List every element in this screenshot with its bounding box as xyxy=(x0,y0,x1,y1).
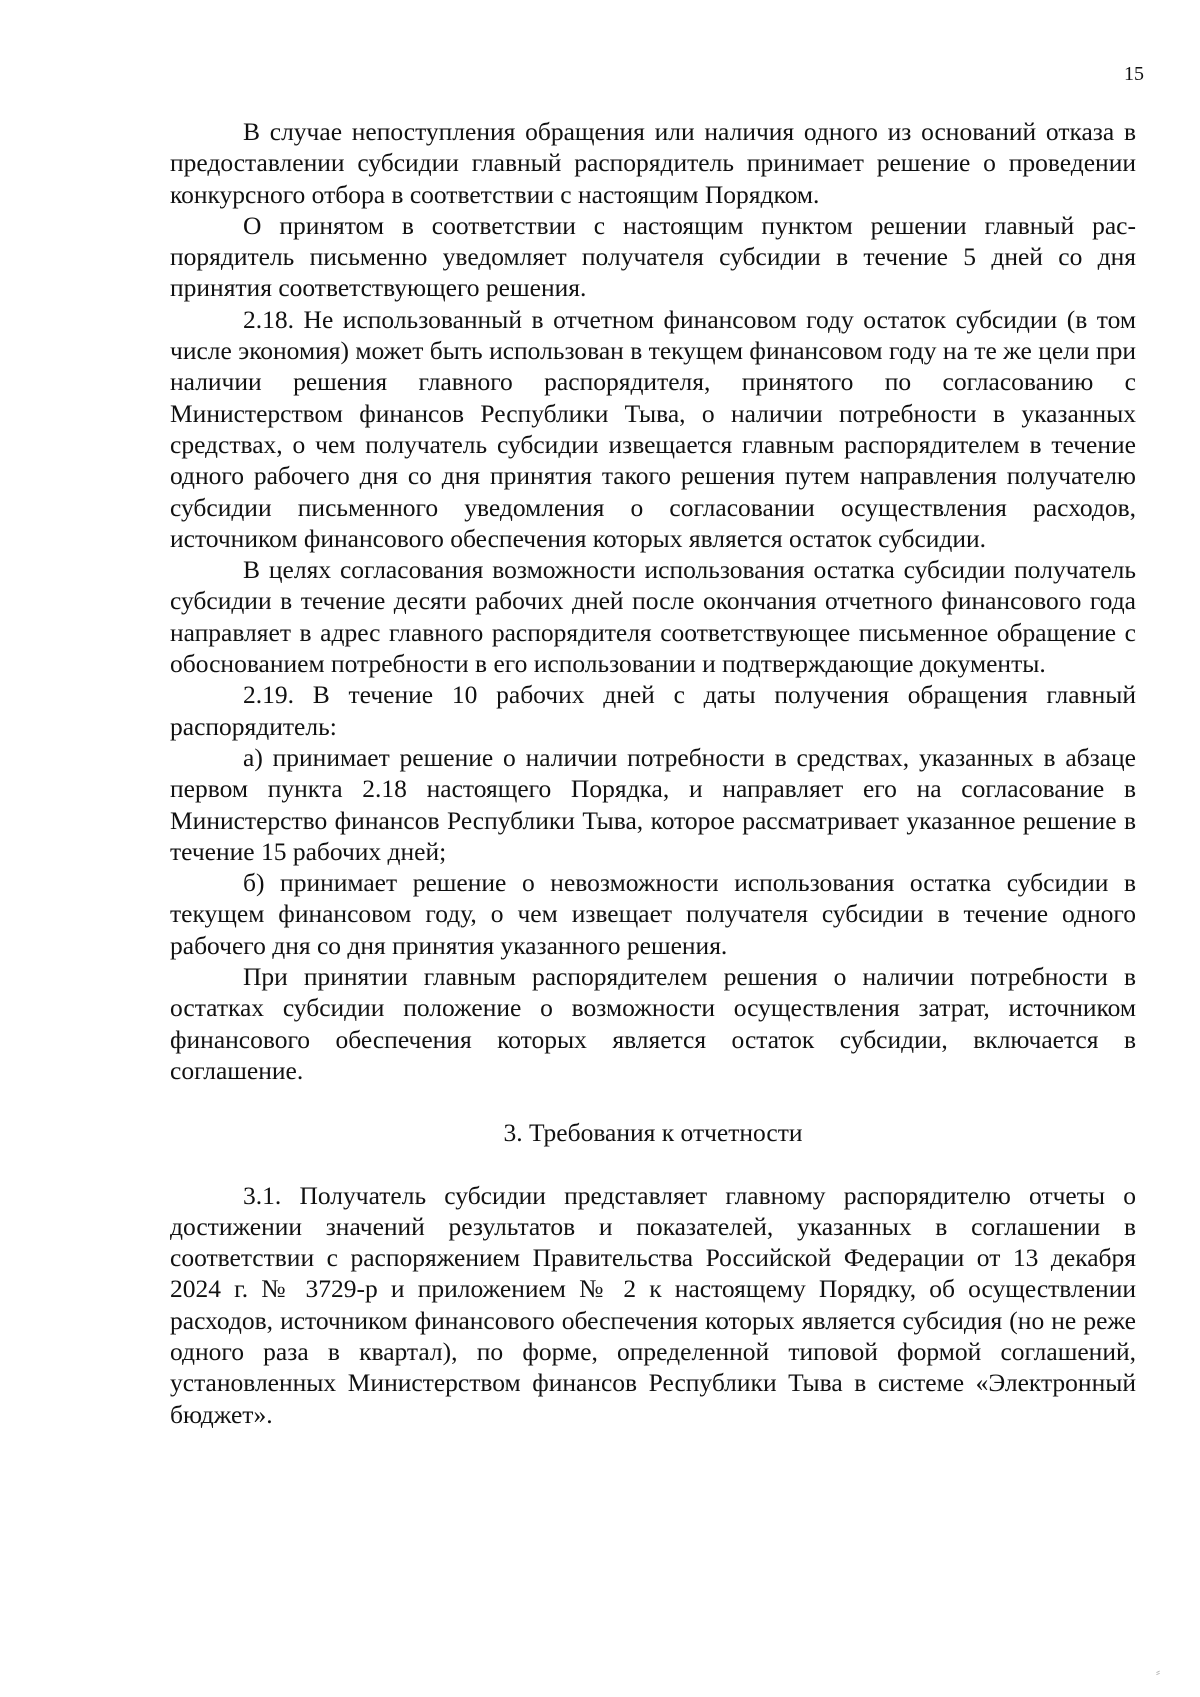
paragraph: а) принимает решение о наличии потребности в средствах, указанных в абзаце первом пункта 2.18 настоящего Порядка, и направляет его на согласование в Министерство финансов Республики Тыва, которое рассматривает указанное решение в течение 15 рабочих дней; xyxy=(170,742,1136,866)
document-body xyxy=(170,116,1136,1430)
paragraph: 3.1. Получатель субсидии представляет главному распорядителю отчеты о достижении значений результатов и показателей, указанных в соглашении в соответствии с распоряжением Правительства Российской Федерации от 13 декабря 2024 г. № 3729-р и приложением № 2 к настоящему Порядку, об осуществлении расходов, источником финансового обеспечения которых является субсидия (но не реже одного раза в квартал), по форме, определенной типовой формой соглашений, установленных Министерством финансов Республики Тыва в системе «Электронный бюджет». xyxy=(170,1180,1136,1429)
paragraph: б) принимает решение о невозможности использования остатка субсидии в текущем финансовом году, о чем извещает получателя субсидии в течение одного рабочего дня со дня принятия указанного решения. xyxy=(170,868,1136,960)
paragraph: 2.18. Не использованный в отчетном финансовом году остаток субсидии (в том числе экономия) может быть использован в текущем финансовом году на те же цели при наличии решения главного распорядителя, принятого по согласованию с Министерством финансов Республики Тыва, о наличии потребности в указанных средствах, о чем получатель субсидии извещается главным распорядителем в течение одного рабочего дня со дня принятия такого решения путем направления получателю субсидии письменного уведомления о согласовании осуществления расходов, источником финансового обеспечения которых является остаток субсидии. xyxy=(170,304,1136,553)
paragraph: О принятом в соответствии с настоящим пунктом решении главный распорядитель письменно уведомляет получателя субсидии в течение 5 дней со дня принятия соответствующего решения. xyxy=(170,210,1136,303)
section-heading: 3. Требования к отчетности xyxy=(503,1118,803,1148)
paragraph: При принятии главным распорядителем решения о наличии потребности в остатках субсидии положение о возможности осуществления затрат, источником финансового обеспечения которых является остаток субсидии, включается в соглашение. xyxy=(170,962,1136,1085)
page-number: 15 xyxy=(1124,63,1144,85)
scan-mark-icon: ⸗ xyxy=(1156,1665,1160,1679)
paragraph: В целях согласования возможности использования остатка субсидии получатель субсидии в течение десяти рабочих дней после окончания отчетного финансового года направляет в адрес главного распорядителя соответствующее письменное обращение с обоснованием потребности в его использовании и подтверждающие документы. xyxy=(170,555,1136,679)
paragraph: 2.19. В течение 10 рабочих дней с даты получения обращения главный распорядитель: xyxy=(170,680,1136,741)
paragraph: В случае непоступления обращения или наличия одного из оснований отказа в предоставлении субсидии главный распорядитель принимает решение о проведении конкурсного отбора в соответствии с настоящим Порядком. xyxy=(170,117,1136,209)
